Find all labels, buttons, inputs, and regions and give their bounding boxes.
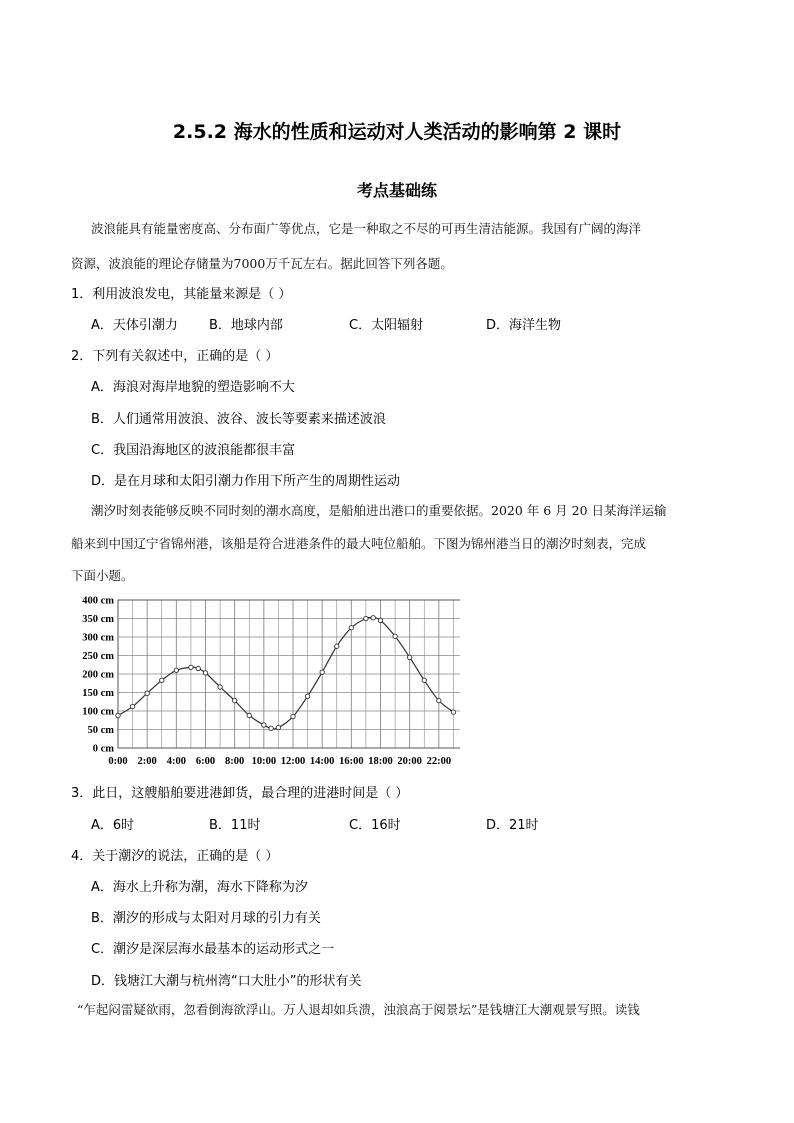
q1-stem: 1．利用波浪发电，其能量来源是（ ） [71,287,292,302]
x-tick-label: 22:00 [426,756,452,767]
q3-option-b: B．11时 [209,818,261,833]
q4-option-d: D．钱塘江大潮与杭州湾“口大肚小”的形状有关 [91,974,362,989]
passage2-line1: 潮汐时刻表能够反映不同时刻的潮水高度，是船舶进出港口的重要依据。2020 年 6 月 20 日某海洋运输 [91,503,667,518]
tide-data-point [451,710,455,714]
tide-data-point [407,655,411,659]
y-tick-label: 150 cm [82,688,114,699]
x-tick-label: 6:00 [195,756,216,767]
tide-data-point [174,668,178,672]
tide-data-point [160,678,164,682]
x-tick-label: 14:00 [309,756,335,767]
y-tick-label: 400 cm [82,595,114,607]
tide-data-point [262,723,266,727]
q2-option-c: C．我国沿海地区的波浪能都很丰富 [91,443,296,458]
tide-data-point [276,725,280,729]
x-tick-label: 0:00 [108,756,128,767]
q1-option-a: A．天体引潮力 [91,318,178,333]
y-tick-label: 300 cm [82,632,114,644]
q3-option-c: C．16时 [349,818,401,833]
q4-option-a: A．海水上升称为潮，海水下降称为汐 [91,880,308,895]
tide-series-line [118,617,453,729]
y-tick-label: 50 cm [87,725,114,736]
tide-data-point [378,618,382,622]
tide-data-point [203,671,207,675]
y-tick-label: 350 cm [82,614,114,625]
q1-option-b: B．地球内部 [209,318,283,333]
tide-data-point [269,726,273,730]
tide-data-point [393,634,397,638]
tide-data-point [116,713,120,717]
tide-data-point [320,670,324,674]
x-tick-label: 2:00 [137,756,157,767]
q4-option-b: B．潮汐的形成与太阳对月球的引力有关 [91,911,321,926]
tide-data-point [371,616,375,620]
tide-data-point [247,713,251,717]
y-tick-label: 250 cm [82,651,114,662]
tide-data-point [130,704,134,708]
tide-chart [60,590,460,770]
x-tick-label: 4:00 [166,756,186,767]
passage3-line1: “乍起闷雷疑欲雨，忽看倒海欲浮山。万人退却如兵溃，浊浪高于阅景坛”是钱塘江大潮观景写照。读钱 [77,1002,640,1017]
tide-data-point [189,665,193,669]
tide-data-point [145,691,149,695]
tide-data-point [232,698,236,702]
page-title: 2.5.2 海水的性质和运动对人类活动的影响第 2 课时 [172,121,622,143]
x-tick-label: 10:00 [251,756,277,767]
tide-data-point [305,694,309,698]
x-tick-label: 8:00 [225,756,245,767]
x-tick-label: 16:00 [339,756,364,767]
passage2-line3: 下面小题。 [71,568,134,583]
y-tick-label: 100 cm [82,706,114,718]
x-tick-label: 12:00 [280,756,306,767]
q3-option-a: A．6时 [91,818,135,833]
y-tick-label: 200 cm [82,669,114,681]
tide-data-point [218,685,222,689]
q2-option-a: A．海浪对海岸地貌的塑造影响不大 [91,380,295,395]
q3-option-d: D．21时 [486,818,539,833]
x-tick-label: 18:00 [368,756,393,767]
q1-option-c: C．太阳辐射 [349,318,424,333]
section-subtitle: 考点基础练 [356,181,437,200]
q1-option-d: D．海洋生物 [486,318,562,333]
q4-option-c: C．潮汐是深层海水最基本的运动形式之一 [91,942,335,957]
tide-data-point [422,678,426,682]
q2-option-b: B．人们通常用波浪、波谷、波长等要素来描述波浪 [91,412,386,427]
q2-option-d: D．是在月球和太阳引潮力作用下所产生的周期性运动 [91,474,401,489]
tide-data-point [437,698,441,702]
x-tick-label: 20:00 [397,756,422,767]
q4-stem: 4．关于潮汐的说法，正确的是（ ） [71,849,279,864]
tide-data-point [196,666,200,670]
q2-stem: 2．下列有关叙述中，正确的是（ ） [71,349,279,364]
y-tick-label: 0 cm [92,743,114,755]
passage2-line2: 船来到中国辽宁省锦州港，该船是符合进港条件的最大吨位船舶。下图为锦州港当日的潮汐时刻表，完成 [71,536,647,551]
tide-data-point [364,616,368,620]
tide-data-point [291,714,295,718]
passage1-line1: 波浪能具有能量密度高、分布面广等优点，它是一种取之不尽的可再生清洁能源。我国有广阔的海洋 [91,221,642,236]
tide-data-point [335,644,339,648]
tide-data-point [349,626,353,630]
q3-stem: 3．此日，这艘船舶要进港卸货，最合理的进港时间是（ ） [71,786,409,801]
passage1-line2: 资源，波浪能的理论存储量为7000万千瓦左右。据此回答下列各题。 [71,256,453,271]
